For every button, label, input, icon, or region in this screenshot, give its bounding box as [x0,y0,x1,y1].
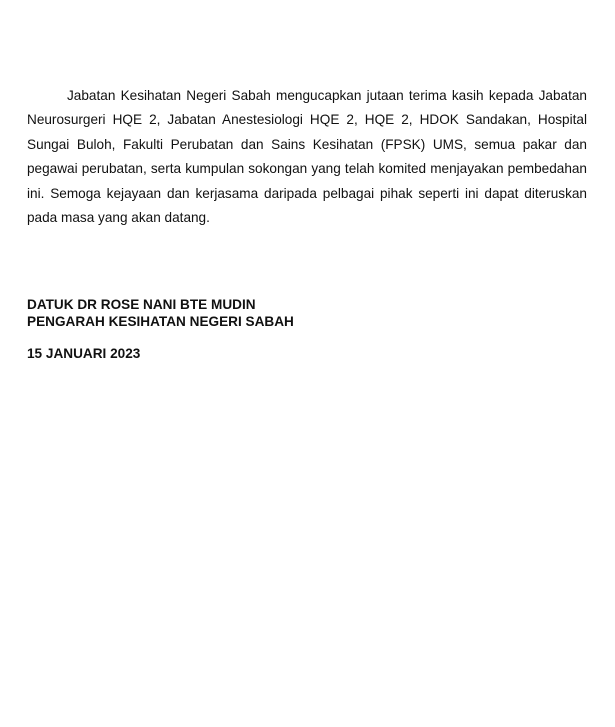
letter-date: 15 JANUARI 2023 [27,346,141,361]
closing-paragraph: Jabatan Kesihatan Negeri Sabah mengucapkan jutaan terima kasih kepada Jabatan Neurosurgeri HQE 2, Jabatan Anestesiologi HQE 2, HQE 2, HDOK Sandakan, Hospital Sungai Buloh, Fakulti Perubatan dan Sains Kesihatan (FPSK) UMS, semua pakar dan pegawai perubatan, serta kumpulan sokongan yang telah komited menjayakan pembedahan ini. Semoga kejayaan dan kerjasama daripada pelbagai pihak seperti ini dapat diteruskan pada masa yang akan datang. [27,88,587,226]
signatory-title: PENGARAH KESIHATAN NEGERI SABAH [27,314,294,329]
signatory-name: DATUK DR ROSE NANI BTE MUDIN [27,297,256,312]
